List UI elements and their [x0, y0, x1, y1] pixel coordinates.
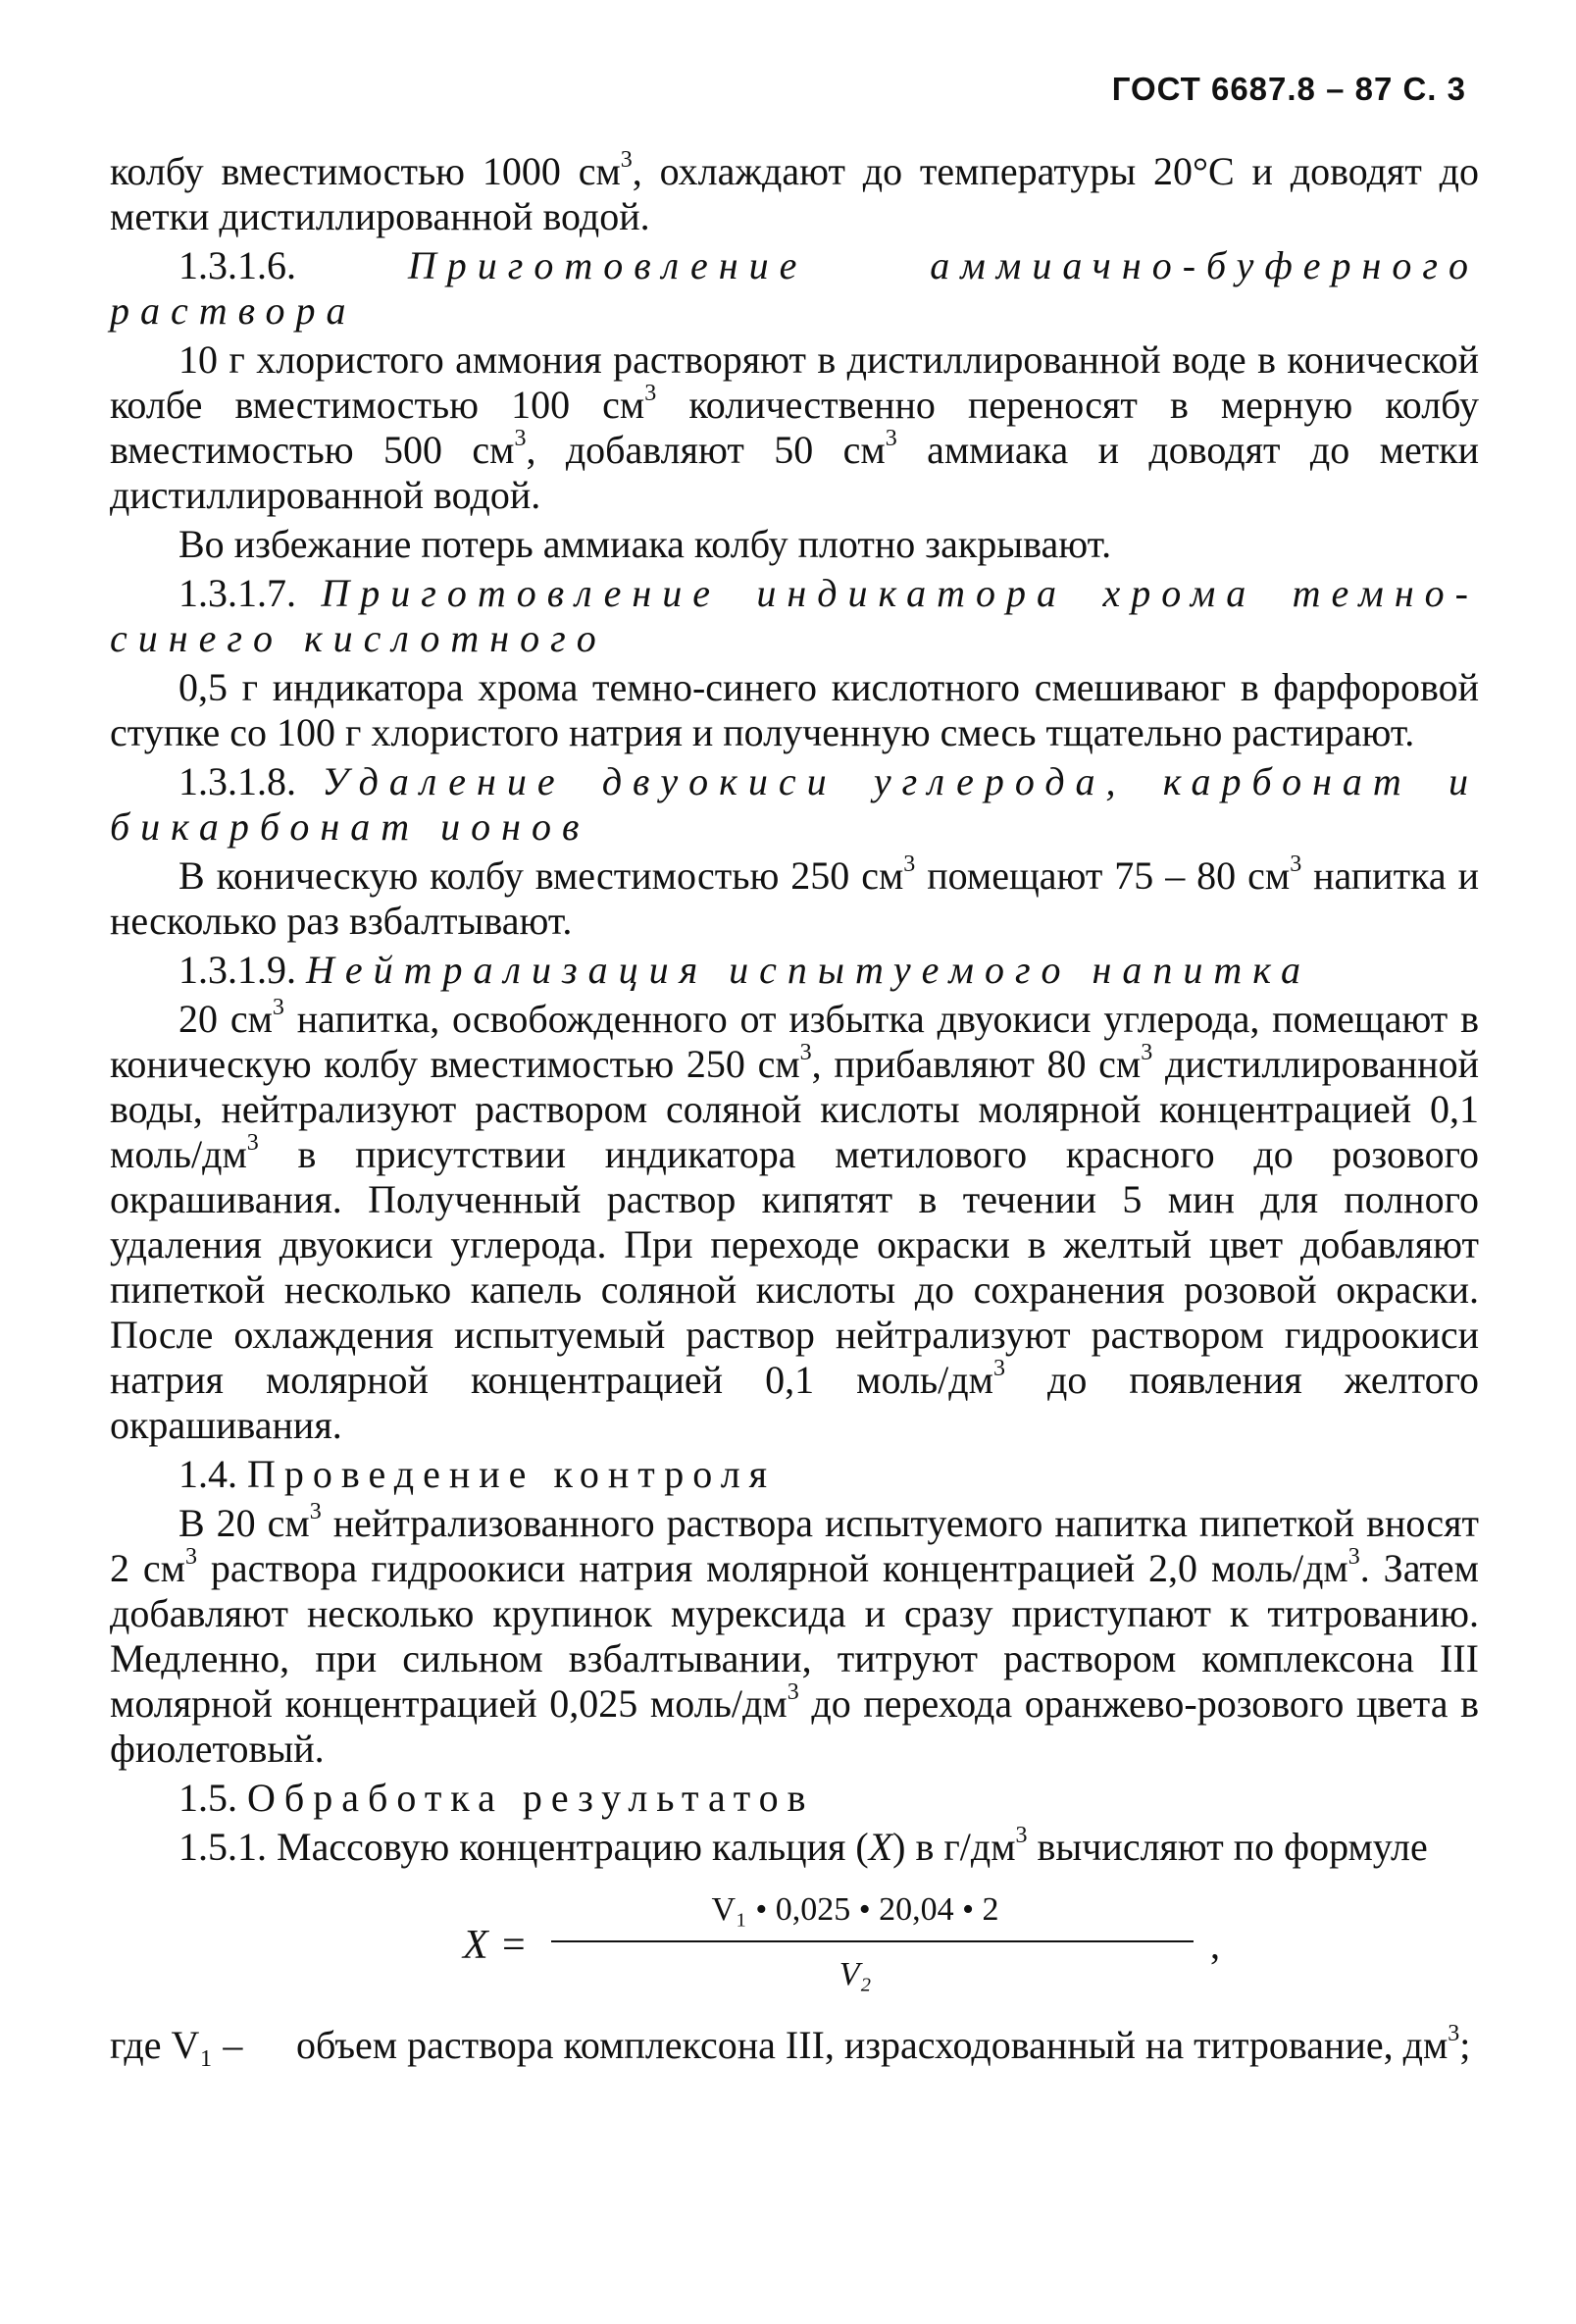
paragraph: В 20 $см^3$ нейтрализованного раствора испытуемого напитка пипеткой вносят 2 $см^3$ раствора гидроокиси натрия молярной концентрацией 2,0 моль/$дм^3$. Затем добавляют несколько крупинок мурексида и сразу приступают к титрованию. Медленно, при сильном взбалтывании, титруют раствором комплексона III молярной концентрацией 0,025 моль/$дм^3$ до перехода оранжево-розового цвета в фиолетовый.: [110, 1498, 1480, 1771]
section-heading-1-3-1-9: [110, 948, 1479, 993]
paragraph: 20 $см^3$ напитка, освобожденного от избытка двуокиси углерода, помещают в коническую колбу вместимостью 250 $см^3$, прибавляют 80 $см^3$ дистиллированной воды, нейтрализуют раствором соляной кислоты молярной концентрацией 0,1 моль/$дм^3$ в присутствии индикатора метилового красного до розового окрашивания. Полученный раствор кипятят в течении 5 мин для полного удаления двуокиси углерода. При переходе окраски в желтый цвет добавляют пипеткой несколько капель соляной кислоты до сохранения розовой окраски. После охлаждения испытуемый раствор нейтрализуют раствором гидроокиси натрия молярной концентрацией 0,1 моль/$дм^3$ до появления желтого окрашивания.: [110, 994, 1479, 1447]
section-heading-1-3-1-8: [110, 759, 1479, 850]
paragraph: 0,5 г индикатора хрома темно-синего кислотного смешиваюг в фарфоровой ступке со 100 г хлористого натрия и полученную смесь тщательно растирают.: [110, 665, 1479, 754]
formula: [110, 1887, 1479, 2005]
section-heading-1-3-1-6: [110, 243, 1479, 334]
formula-legend: [110, 2020, 1479, 2068]
paragraph: колбу вместимостью 1000 $см^3$, охлаждают до температуры 20°С и доводят до метки дистиллированной водой.: [110, 146, 1479, 238]
section-title: Проведение контроля: [247, 1452, 777, 1496]
section-heading-1-5: [110, 1776, 1479, 1821]
formula-comma: ,: [1210, 1923, 1220, 1967]
paragraph: 10 г хлористого аммония растворяют в дистиллированной воде в конической колбе вместимостью 100 $см^3$ количественно переносят в мерную колбу вместимостью 500 $см^3$, добавляют 50 $см^3$ аммиака и доводят до метки дистиллированной водой.: [110, 337, 1480, 517]
formula-equals: =: [502, 1923, 526, 1968]
paragraph: Во избежание потерь аммиака колбу плотно закрывают.: [178, 522, 1112, 566]
section-number: 1.3.1.9.: [178, 948, 296, 992]
section-title: Нейтрализация испытуемого напитка: [306, 948, 1311, 992]
section-title: Приготовление индикатора хрома темно-синего кислотного: [110, 571, 1479, 660]
section-title: Удаление двуокиси углерода, карбонат и бикарбонат ионов: [110, 759, 1479, 849]
running-header: ГОСТ 6687.8 – 87 С. 3: [1111, 71, 1466, 107]
section-heading-1-4: [110, 1452, 1479, 1497]
section-title: Приготовление аммиачно-буферного раствора: [110, 243, 1479, 333]
section-heading-1-3-1-7: [110, 571, 1479, 661]
paragraph: В коническую колбу вместимостью 250 $см^3$ помещают 75 – 80 $см^3$ напитка и несколько раз взбалтывают.: [110, 851, 1479, 943]
formula-lhs: X: [463, 1923, 488, 1968]
formula-denominator: V₂: [839, 1956, 872, 1992]
fraction-bar: [551, 1940, 1194, 1942]
section-number: 1.5.: [178, 1776, 237, 1820]
section-title: Обработка результатов: [247, 1776, 815, 1820]
legend-term: где V₁ –: [110, 2023, 243, 2067]
formula-numerator: V₁ • 0,025 • 20,04 • 2: [711, 1891, 999, 1928]
section-number: 1.4.: [178, 1452, 237, 1496]
legend-definition: объем раствора комплексона III, израсходованный на титрование, $дм^3$;: [296, 2020, 1471, 2067]
paragraph: 1.5.1. Массовую концентрацию кальция (X) в $г/дм^3$ вычисляют по формуле: [178, 1822, 1428, 1869]
section-number: 1.3.1.6.: [178, 243, 296, 287]
section-number: 1.3.1.8.: [178, 759, 296, 803]
section-number: 1.3.1.7.: [178, 571, 296, 615]
document-body: [110, 146, 1480, 2068]
